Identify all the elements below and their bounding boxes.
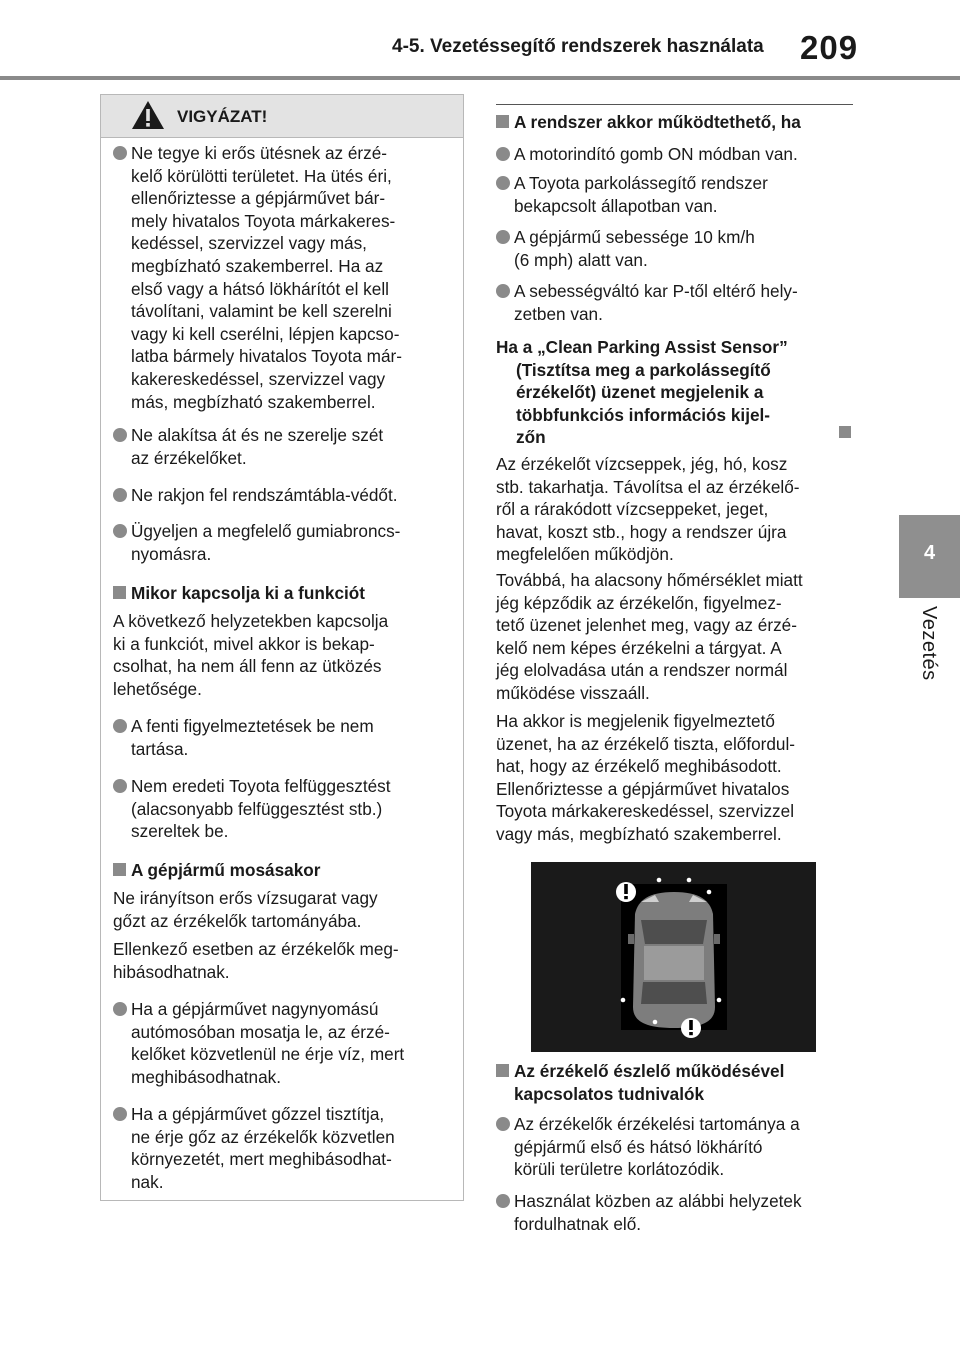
text-line: Ne rakjon fel rendszámtábla-védőt. <box>131 485 398 505</box>
text-line: szereltek be. <box>131 821 229 842</box>
exclamation-icon <box>616 882 636 902</box>
car-top-view-graphic <box>531 862 816 1052</box>
warning-bullet-plate <box>113 484 476 507</box>
text-line: latba bármely hivatalos Toyota már- <box>131 346 402 367</box>
text-line: fordulhatnak elő. <box>514 1213 642 1234</box>
bullet-dot-icon <box>113 1107 127 1121</box>
text-line: Továbbá, ha alacsony hőmérséklet miatt <box>496 570 803 590</box>
bullet-system-on <box>496 172 879 217</box>
text-line: havat, koszt stb., hogy a rendszer újra <box>496 521 787 542</box>
bullet-dot-icon <box>113 428 127 442</box>
text-line: jég elolvadása után a rendszer normál <box>496 660 788 681</box>
warning-bullet-impact <box>113 142 476 413</box>
text-line: jég képződik az érzékelőn, figyelmez- <box>496 592 782 613</box>
column-top-rule <box>496 104 853 105</box>
text-line: A sebességváltó kar P-től eltérő hely- <box>514 281 798 301</box>
warning-triangle-icon <box>131 100 165 130</box>
bullet-dot-icon <box>496 176 510 190</box>
text-line: nak. <box>131 1171 164 1192</box>
header-rule <box>0 76 960 80</box>
text-line: A Toyota parkolássegítő rendszer <box>514 173 768 193</box>
heading-end-square-icon <box>839 426 851 438</box>
text-line: Ne tegye ki erős ütésnek az érzé- <box>131 143 388 163</box>
text-line: (Tisztítsa meg a parkolássegítő <box>516 359 771 380</box>
text-line: első vagy a hátsó lökhárítót el kell <box>131 278 389 299</box>
text-line: kapcsolatos tudnivalók <box>514 1083 705 1104</box>
bullet-dot-icon <box>496 147 510 161</box>
bullet-dot-icon <box>496 284 510 298</box>
para-sensor-fault <box>496 710 861 846</box>
text-line: kelő nem képes érzékelni a tárgyat. A <box>496 637 782 658</box>
text-line: kelő körülötti területet. Ha ütés éri, <box>131 165 392 186</box>
bullet-situations <box>496 1190 879 1235</box>
text-line: ellenőriztesse a gépjárművet bár- <box>131 188 386 209</box>
warning-title: VIGYÁZAT! <box>177 107 268 126</box>
text-line: A következő helyzetekben kapcsolja <box>113 611 389 631</box>
text-line: kakereskedéssel, szervizzel vagy <box>131 368 386 389</box>
text-line: gőzt az érzékelők tartományába. <box>113 910 362 931</box>
text-line: ről a rárakódott vízcseppeket, jeget, <box>496 499 769 520</box>
bullet-dot-icon <box>496 230 510 244</box>
section-title: 4-5. Vezetéssegítő rendszerek használata <box>392 36 764 57</box>
parking-sensor-illustration <box>531 862 816 1052</box>
text-line: megbízható szakemberrel. Ha az <box>131 255 384 276</box>
text-line: körüli területre korlátozódik. <box>514 1159 725 1180</box>
text-line: Ne alakítsa át és ne szerelje szét <box>131 425 384 445</box>
text-line: megfelelően működjön. <box>496 544 674 565</box>
warning-para-damage <box>113 938 458 983</box>
bullet-dot-icon <box>496 1117 510 1131</box>
text-line: ne érje gőz az érzékelők közvetlen <box>131 1126 395 1147</box>
bullet-dot-icon <box>113 146 127 160</box>
warning-bullet-tyre <box>113 520 476 565</box>
heading-operating-conditions: A rendszer akkor működtethető, ha <box>496 111 879 134</box>
text-line: A gépjármű sebessége 10 km/h <box>514 227 755 247</box>
text-line: autómosóban mosatja le, az érzé- <box>131 1021 390 1042</box>
text-line: A fenti figyelmeztetések be nem <box>131 716 374 736</box>
text-line: más, megbízható szakemberrel. <box>131 391 376 412</box>
warning-para-wash <box>113 887 458 932</box>
text-line: Az érzékelők érzékelési tartománya a <box>514 1114 800 1134</box>
text-line: környezetét, mert meghibásodhat- <box>131 1149 392 1170</box>
text-line: hat, hogy az érzékelő meghibásodott. <box>496 756 782 777</box>
text-line: Használat közben az alábbi helyzetek <box>514 1191 802 1211</box>
text-line: tartása. <box>131 738 189 759</box>
text-line: tető üzenet jelenhet meg, vagy az érzé- <box>496 615 797 636</box>
text-line: Ne irányítson erős vízsugarat vagy <box>113 888 378 908</box>
bullet-dot-icon <box>113 524 127 538</box>
text-line: zetben van. <box>514 303 603 324</box>
text-line: vagy ki kell cserélni, lépjen kapcso- <box>131 323 400 344</box>
bullet-dot-icon <box>113 488 127 502</box>
text-line: Ügyeljen a megfelelő gumiabroncs- <box>131 521 401 541</box>
bullet-dot-icon <box>113 779 127 793</box>
warning-bullet-pressure-wash <box>113 998 476 1088</box>
text-line: ki a funkciót, mivel akkor is bekap- <box>113 633 375 654</box>
bullet-speed <box>496 226 879 271</box>
text-line: többfunkciós információs kijel- <box>516 404 771 425</box>
text-line: működése visszaáll. <box>496 682 650 703</box>
chapter-label: Vezetés <box>918 606 940 681</box>
text-line: Toyota márkakereskedéssel, szervizzel <box>496 801 795 822</box>
text-line: csolhat, ha nem áll fenn az ütközés <box>113 656 382 677</box>
warning-para-off <box>113 610 458 700</box>
text-line: üzenet, ha az érzékelő tiszta, előfordul- <box>496 733 796 754</box>
text-line: gépjármű első és hátsó lökhárító <box>514 1136 763 1157</box>
text-line: stb. takarhatja. Távolítsa el az érzékelő- <box>496 476 800 497</box>
text-line: távolítani, valamint be kell szerelni <box>131 301 392 322</box>
warning-bullet-ignore <box>113 715 476 760</box>
bullet-dot-icon <box>496 1194 510 1208</box>
text-line: A motorindító gomb ON módban van. <box>514 144 798 164</box>
warning-bullet-modify <box>113 424 476 469</box>
text-line: Nem eredeti Toyota felfüggesztést <box>131 776 391 796</box>
text-line: hibásodhatnak. <box>113 961 230 982</box>
warning-header <box>101 95 463 138</box>
exclamation-icon <box>681 1018 701 1038</box>
bullet-dot-icon <box>113 1002 127 1016</box>
text-line: Ellenkező esetben az érzékelők meg- <box>113 939 399 959</box>
text-line: vagy más, megbízható szakemberrel. <box>496 823 782 844</box>
text-line: mely hivatalos Toyota márkakeres- <box>131 210 396 231</box>
heading-square-icon <box>113 863 126 876</box>
bullet-engine-on <box>496 143 879 166</box>
text-line: Az érzékelő észlelő működésével <box>514 1061 785 1081</box>
text-line: kedéssel, szervizzel vagy más, <box>131 233 367 254</box>
warning-heading-wash: A gépjármű mosásakor <box>113 859 476 882</box>
text-line: Ha a gépjárművet gőzzel tisztítja, <box>131 1104 385 1124</box>
text-line: nyomásra. <box>131 543 212 564</box>
page-number: 209 <box>800 29 859 66</box>
bullet-detection-range <box>496 1113 879 1181</box>
heading-square-icon <box>496 1064 509 1077</box>
text-line: kelőket közvetlenül ne érje víz, mert <box>131 1044 405 1065</box>
heading-sensor-notes <box>496 1060 879 1105</box>
heading-square-icon <box>113 586 126 599</box>
heading-clean-sensor <box>496 336 856 449</box>
text-line: lehetősége. <box>113 678 202 699</box>
text-line: Ha a „Clean Parking Assist Sensor” <box>496 337 788 357</box>
heading-square-icon <box>496 115 509 128</box>
warning-bullet-steam <box>113 1103 476 1193</box>
bullet-dot-icon <box>113 719 127 733</box>
text-line: Ha akkor is megjelenik figyelmeztető <box>496 711 775 731</box>
text-line: az érzékelőket. <box>131 447 247 468</box>
text-line: (alacsonyabb felfüggesztést stb.) <box>131 798 383 819</box>
text-line: zőn <box>516 427 546 448</box>
warning-bullet-suspension <box>113 775 476 843</box>
warning-heading-off: Mikor kapcsolja ki a funkciót <box>113 582 476 605</box>
text-line: Ha a gépjárművet nagynyomású <box>131 999 379 1019</box>
text-line: Ellenőriztesse a gépjárművet hivatalos <box>496 778 790 799</box>
chapter-tab: 4 <box>899 515 960 598</box>
para-sensor-covered <box>496 453 861 566</box>
text-line: bekapcsolt állapotban van. <box>514 195 718 216</box>
bullet-shift-lever <box>496 280 879 325</box>
text-line: (6 mph) alatt van. <box>514 249 648 270</box>
text-line: Az érzékelőt vízcseppek, jég, hó, kosz <box>496 454 788 474</box>
text-line: meghibásodhatnak. <box>131 1066 282 1087</box>
text-line: érzékelőt) üzenet megjelenik a <box>516 382 764 403</box>
para-ice-warning <box>496 569 861 705</box>
